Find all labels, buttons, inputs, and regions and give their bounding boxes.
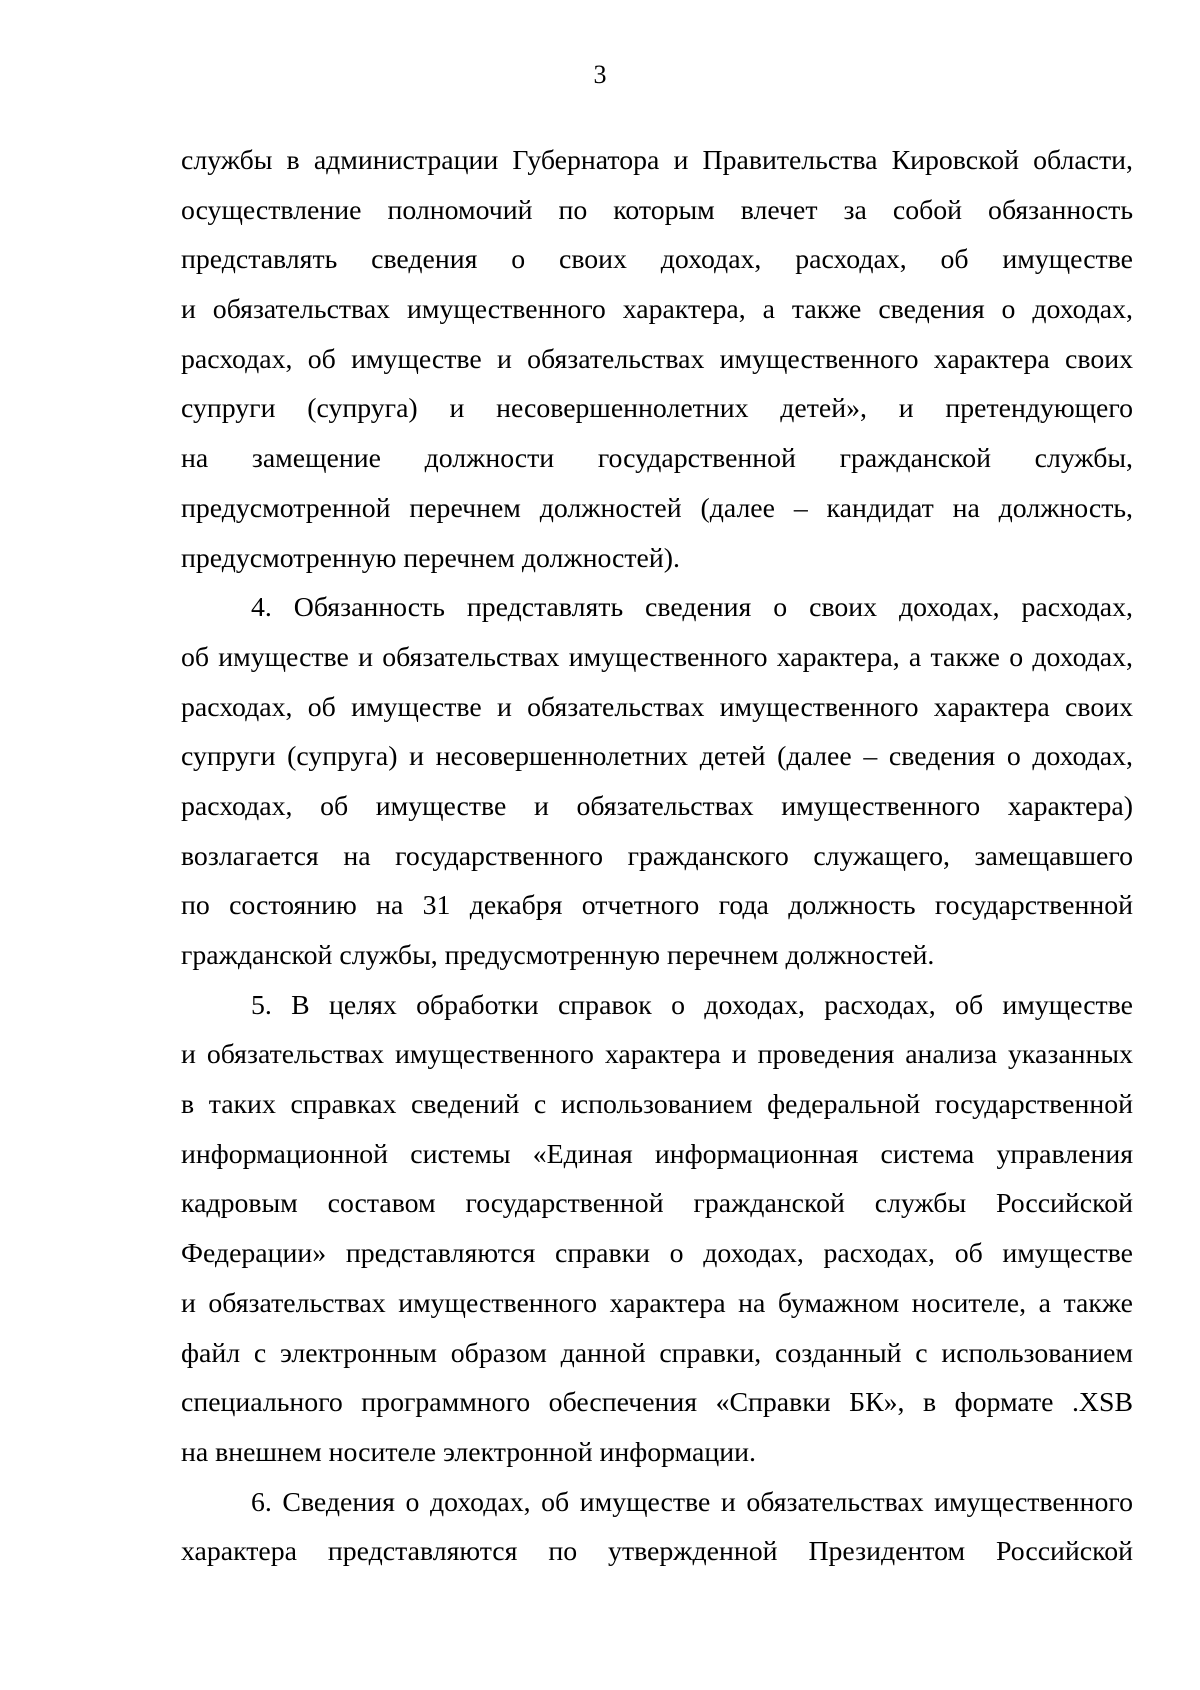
text-line: в таких справках сведений с использованием федеральной государственной [181, 1089, 1133, 1121]
text-line: кадровым составом государственной гражданской службы Российской [181, 1188, 1133, 1220]
text-line: 5. В целях обработки справок о доходах, расходах, об имуществе [251, 989, 1133, 1021]
text-line: и обязательствах имущественного характера, а также сведения о доходах, [181, 294, 1133, 326]
text-line: предусмотренной перечнем должностей (далее – кандидат на должность, [181, 492, 1133, 524]
text-line: информационной системы «Единая информационная система управления [181, 1138, 1133, 1170]
text-line: по состоянию на 31 декабря отчетного года должность государственной [181, 890, 1133, 922]
text-line: службы в администрации Губернатора и Правительства Кировской области, [181, 145, 1133, 176]
text-line: супруги (супруга) и несовершеннолетних детей (далее – сведения о доходах, [181, 741, 1133, 773]
text-line: гражданской службы, предусмотренную перечнем должностей. [181, 940, 935, 971]
document-body [181, 136, 1133, 1577]
text-line: осуществление полномочий по которым влечет за собой обязанность [181, 194, 1133, 226]
text-line: 6. Сведения о доходах, об имуществе и обязательствах имущественного [251, 1486, 1133, 1518]
text-line: и обязательствах имущественного характера и проведения анализа указанных [181, 1039, 1133, 1071]
text-line: расходах, об имуществе и обязательствах имущественного характера своих [181, 691, 1133, 723]
paragraph-4 [181, 583, 1133, 981]
text-line: возлагается на государственного гражданского служащего, замещавшего [181, 840, 1133, 872]
text-line: об имуществе и обязательствах имущественного характера, а также о доходах, [181, 641, 1133, 673]
text-line: специального программного обеспечения «Справки БК», в формате .XSB [181, 1387, 1133, 1419]
text-line: представлять сведения о своих доходах, расходах, об имуществе [181, 244, 1133, 276]
paragraph-5 [181, 981, 1133, 1478]
paragraph-6 [181, 1478, 1133, 1577]
text-line: расходах, об имуществе и обязательствах имущественного характера) [181, 790, 1133, 822]
text-line: расходах, об имуществе и обязательствах имущественного характера своих [181, 343, 1133, 375]
text-line: предусмотренную перечнем должностей). [181, 542, 680, 574]
paragraph-continuation [181, 136, 1133, 583]
text-line: файл с электронным образом данной справки, созданный с использованием [181, 1337, 1133, 1369]
text-line: на внешнем носителе электронной информации. [181, 1436, 756, 1468]
text-line: на замещение должности государственной гражданской службы, [181, 443, 1133, 475]
text-line: 4. Обязанность представлять сведения о своих доходах, расходах, [251, 592, 1133, 624]
page-number: 3 [593, 60, 607, 89]
text-line: Федерации» представляются справки о доходах, расходах, об имуществе [181, 1238, 1133, 1270]
text-line: характера представляются по утвержденной Президентом Российской [181, 1536, 1133, 1568]
text-line: и обязательствах имущественного характера на бумажном носителе, а также [181, 1287, 1133, 1319]
text-line: супруги (супруга) и несовершеннолетних детей», и претендующего [181, 393, 1133, 425]
